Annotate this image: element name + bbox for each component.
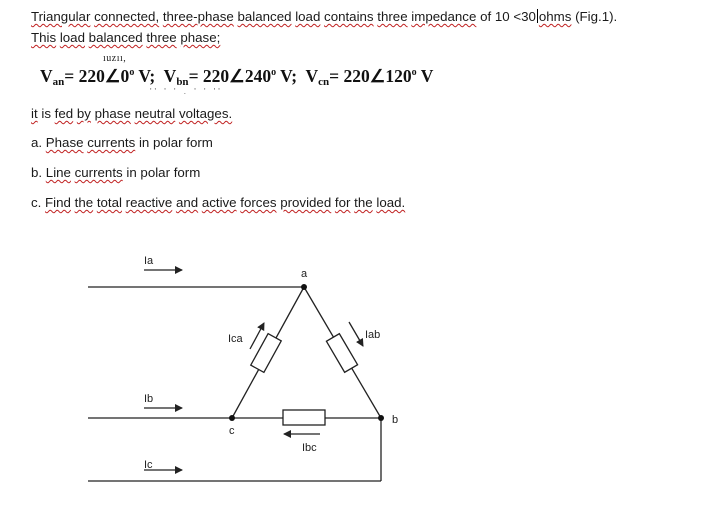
word: balanced: [237, 9, 292, 24]
word: contains: [324, 9, 374, 24]
label-iab: Iab: [365, 329, 381, 341]
word: three-phase: [162, 9, 234, 24]
word: total: [96, 195, 122, 210]
word: currents: [74, 165, 123, 180]
van-degree: o: [129, 67, 135, 79]
van-symbol: V: [40, 66, 53, 86]
word: Phase: [45, 135, 84, 150]
word: This: [31, 30, 57, 45]
word: three: [146, 30, 177, 45]
node-c-dot: [229, 415, 235, 421]
word: Line: [45, 165, 71, 180]
word: load: [295, 9, 321, 24]
vbn-value: = 220∠240: [188, 66, 272, 86]
label-node-b: b: [392, 414, 399, 426]
van-value: = 220∠0: [64, 66, 130, 86]
word: phase;: [180, 30, 221, 45]
label-ia: Ia: [144, 255, 154, 267]
word: active: [201, 195, 237, 210]
vbn-symbol: V: [163, 66, 177, 86]
node-a-dot: [301, 284, 307, 290]
cut-off-marks: '' ' ' . ' ' '': [150, 87, 223, 96]
word: Triangular: [31, 9, 91, 24]
word: balanced: [88, 30, 143, 45]
impedance-bc: [283, 410, 325, 425]
word: neutral: [134, 106, 176, 121]
word: it: [31, 106, 38, 121]
word: Find: [45, 195, 71, 210]
vcn-value: = 220∠120: [329, 66, 412, 86]
vbn-degree: o: [271, 67, 277, 79]
van-unit: V;: [134, 66, 164, 86]
figure-reference: (Fig.1).: [575, 9, 618, 24]
cut-off-text: ıuzıı,: [103, 53, 127, 64]
word: for: [334, 195, 351, 210]
van-subscript: an: [52, 76, 65, 88]
word: load.: [376, 195, 406, 210]
vbn-unit: V;: [276, 66, 306, 86]
label-ib: Ib: [144, 393, 154, 405]
word: by: [76, 106, 91, 121]
item-prefix: c.: [31, 195, 42, 210]
impedance-value: of 10 <30: [480, 9, 536, 24]
word: three: [377, 9, 408, 24]
label-ibc: Ibc: [302, 442, 317, 454]
label-ica: Ica: [228, 333, 243, 345]
item-rest: in polar form: [126, 165, 201, 180]
word: the: [74, 195, 94, 210]
arrow-iab: [349, 322, 363, 346]
word: the: [354, 195, 373, 210]
vbn-subscript: bn: [176, 76, 189, 88]
word: voltages.: [178, 106, 233, 121]
node-b-dot: [378, 415, 384, 421]
word: forces: [240, 195, 277, 210]
word: and: [175, 195, 199, 210]
vcn-symbol: V: [305, 66, 319, 86]
item-prefix: a.: [31, 135, 43, 150]
impedance-ab: [326, 334, 357, 373]
word: fed: [54, 106, 74, 121]
word: ohms: [538, 9, 572, 24]
vcn-unit: V: [416, 66, 434, 86]
word: impedance: [411, 9, 477, 24]
vcn-subscript: cn: [318, 76, 330, 88]
label-node-c: c: [229, 425, 235, 437]
label-node-a: a: [301, 268, 308, 280]
word: is: [41, 106, 51, 121]
word: reactive: [125, 195, 173, 210]
word: connected,: [94, 9, 160, 24]
word: currents: [87, 135, 136, 150]
item-rest: in polar form: [138, 135, 213, 150]
word: load: [59, 30, 85, 45]
word: phase: [94, 106, 131, 121]
item-prefix: b.: [31, 165, 43, 180]
word: provided: [280, 195, 332, 210]
vcn-degree: o: [411, 67, 417, 79]
label-ic: Ic: [144, 459, 153, 471]
